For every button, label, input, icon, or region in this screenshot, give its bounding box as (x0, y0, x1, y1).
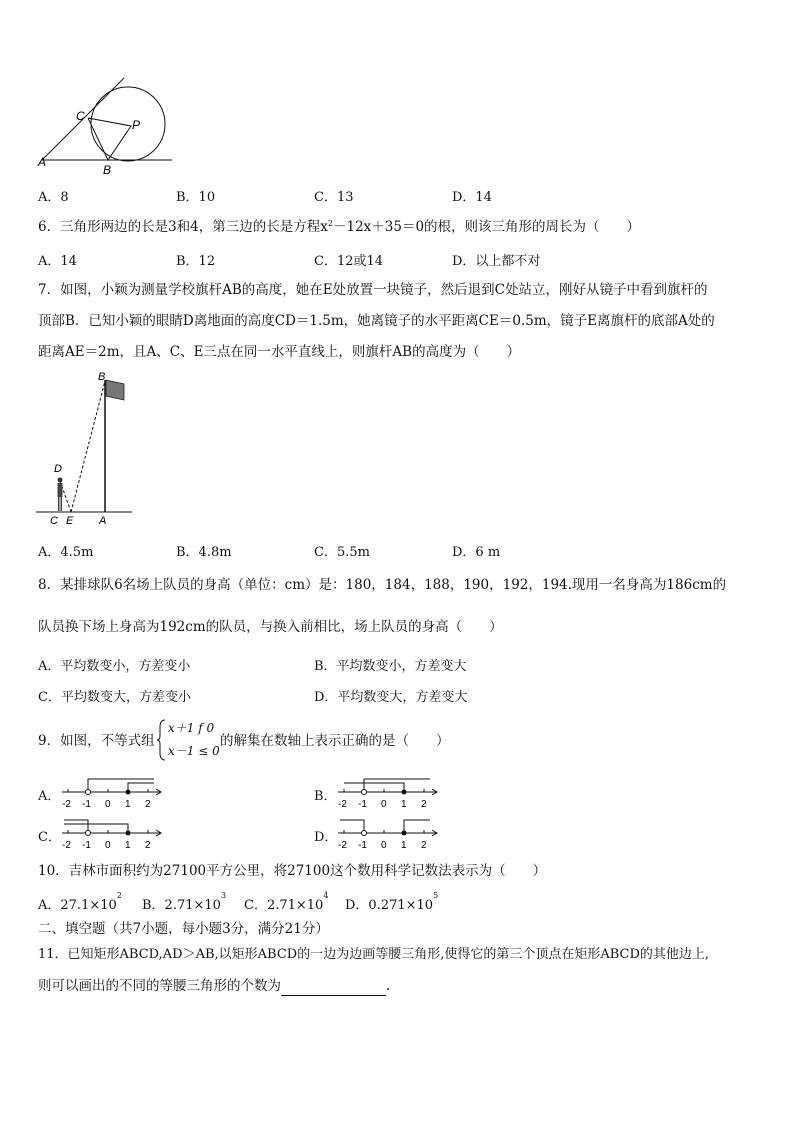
q7-option-d: D．6 m (452, 545, 501, 560)
svg-text:-1: -1 (358, 840, 367, 851)
q10-stem: 10．吉林市面积约为27100平方公里，将27100这个数用科学记数法表示为（ ） (38, 863, 547, 879)
q9-brace-icon (157, 719, 167, 761)
q8-option-a: A．平均数变小，方差变小 (38, 659, 191, 674)
label-e: E (66, 515, 74, 527)
svg-text:1: 1 (401, 840, 407, 851)
q6-option-a: A．14 (38, 254, 77, 269)
q6-eq-x: x (320, 219, 328, 235)
q11-answer-blank[interactable] (281, 981, 386, 996)
label-c: C (76, 109, 85, 123)
sight-line-eb (71, 381, 105, 512)
q6-text-pre: 6．三角形两边的长是3和4，第三边的长是方程 (38, 219, 321, 235)
q9-option-a-label: A． (38, 789, 61, 804)
q7-option-a: A．4.5m (38, 545, 94, 560)
svg-text:2: 2 (421, 799, 427, 810)
q11-line-2 (38, 976, 390, 996)
q7-line-1: 7．如图，小颖为测量学校旗杆AB的高度，她在E处放置一块镜子，然后退到C处站立，刚好从镜子中看到旗杆的 (38, 282, 708, 298)
q6-option-d: D．以上都不对 (452, 254, 541, 269)
q6-eq-sup: 2 (327, 219, 333, 228)
q9-post: 的解集在数轴上表示正确的是（ ） (220, 733, 450, 749)
q7-line-2: 顶部B．已知小颖的眼睛D离地面的高度CD＝1.5m，她离镜子的水平距离CE＝0.5m，镜子E离旗杆的底部A处的 (38, 313, 715, 329)
q5-option-c: C．13 (314, 190, 354, 205)
q5-figure (36, 74, 178, 178)
q8-line-1: 8．某排球队6名场上队员的身高（单位：cm）是：180，184，188，190，192，194.现用一名身高为186cm的 (38, 577, 727, 593)
q8-option-d: D．平均数变大，方差变大 (314, 690, 468, 705)
q9-pre: 9．如图，不等式组 (38, 733, 155, 749)
q11-line-1: 11．已知矩形ABCD,AD＞AB,以矩形ABCD的一边为边画等腰三角形,使得它的第三个顶点在矩形ABCD的其他边上, (38, 947, 710, 962)
q7-line-3: 距离AE＝2m，且A、C、E三点在同一水平直线上，则旗杆AB的高度为（ ） (38, 344, 521, 360)
label-a: A (99, 515, 107, 527)
q10-option-d: D．$0.271\times 10^5$ (345, 891, 439, 913)
svg-text:-2: -2 (62, 799, 71, 810)
q8-line-2: 队员换下场上身高为192cm的队员，与换入前相比，场上队员的身高（ ） (38, 619, 503, 635)
svg-text:2: 2 (421, 840, 427, 851)
q10-option-b: B．$2.71\times 10^3$ (142, 891, 227, 913)
label-a: A (38, 155, 47, 169)
svg-text:1: 1 (125, 799, 131, 810)
q8-option-b: B．平均数变小，方差变大 (314, 659, 467, 674)
q11-text: 则可以画出的不同的等腰三角形的个数为 (38, 978, 281, 994)
svg-text:-2: -2 (338, 799, 347, 810)
svg-text:-2: -2 (338, 840, 347, 851)
svg-text:-1: -1 (82, 799, 91, 810)
label-b: B (103, 163, 112, 177)
q5-option-a: A．8 (38, 190, 69, 205)
q7-option-c: C．5.5m (314, 545, 370, 560)
svg-text:-1: -1 (82, 840, 91, 851)
label-d: D (54, 463, 62, 475)
q9-option-b-label: B． (314, 789, 337, 804)
flag-icon (106, 380, 124, 400)
person-icon (58, 478, 63, 512)
q9-numberline-b (336, 774, 440, 810)
q9-numberline-c (60, 815, 164, 851)
svg-text:0: 0 (381, 799, 387, 810)
q9-option-d-label: D． (314, 830, 338, 845)
q5-option-b: B．10 (176, 190, 216, 205)
svg-text:0: 0 (105, 840, 111, 851)
svg-text:-1: -1 (358, 799, 367, 810)
svg-text:2: 2 (145, 840, 151, 851)
q9-inequality-1: x＋1 f 0 (168, 721, 215, 735)
q10-option-c: C．$2.71\times 10^4$ (244, 891, 329, 913)
svg-text:0: 0 (105, 799, 111, 810)
svg-text:-2: -2 (62, 840, 71, 851)
q6-text-post: －12x＋35＝0的根，则该三角形的周长为（ ） (333, 219, 641, 235)
label-p: P (132, 118, 141, 132)
label-b: B (98, 371, 106, 383)
q5-option-d: D．14 (452, 190, 492, 205)
svg-text:2: 2 (145, 799, 151, 810)
q9-option-c-label: C． (38, 830, 61, 845)
circle-p (91, 87, 165, 161)
q7-option-b: B．4.8m (176, 545, 232, 560)
q7-figure (36, 368, 136, 528)
q6-stem (38, 217, 640, 237)
q9-numberline-d (336, 815, 440, 851)
q9-numberline-a (60, 774, 164, 810)
svg-text:1: 1 (125, 840, 131, 851)
q6-option-c: C．12或14 (314, 254, 384, 269)
q9-inequality-2: x－1 ≤ 0 (168, 744, 220, 758)
q8-option-c: C．平均数变大，方差变小 (38, 690, 191, 705)
svg-text:0: 0 (381, 840, 387, 851)
label-c: C (50, 515, 58, 527)
q11-period: . (386, 978, 391, 994)
section-2-heading: 二、填空题（共7小题，每小题3分，满分21分） (38, 921, 329, 937)
svg-text:1: 1 (401, 799, 407, 810)
q6-option-b: B．12 (176, 254, 216, 269)
q10-option-a: A．$27.1\times 10^2$ (38, 891, 122, 913)
